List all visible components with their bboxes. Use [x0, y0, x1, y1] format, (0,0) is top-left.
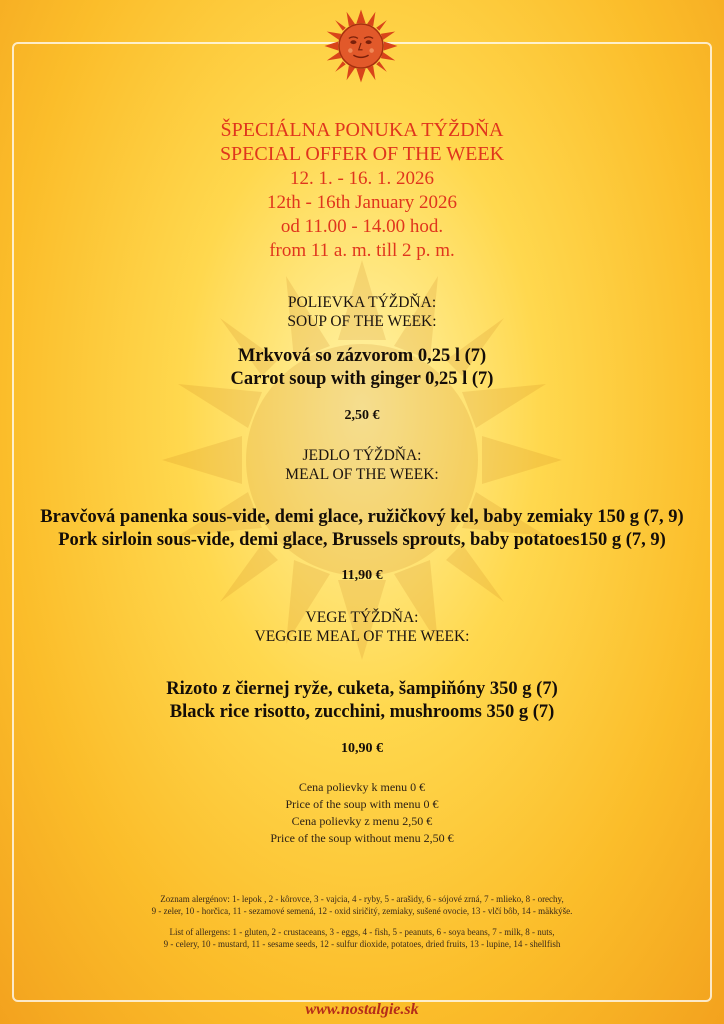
allergens-en-line2: 9 - celery, 10 - mustard, 11 - sesame seeds, 12 - sulfur dioxide, potatoes, dried fruits, 13 - lupine, 14 - shellfish — [163, 939, 561, 949]
allergens-sk-line2: 9 - zeler, 10 - horčica, 11 - sezamové semená, 12 - oxid siričitý, zemiaky, sušené ovocie, 13 - vlčí bôb, 14 - mäkkýše. — [151, 906, 573, 916]
sun-face-logo-icon — [323, 8, 399, 84]
vege-label-sk: VEGE TÝŽDŇA: — [305, 609, 419, 626]
dates-en: 12th - 16th January 2026 — [267, 192, 457, 213]
dates-sk: 12. 1. - 16. 1. 2026 — [289, 168, 435, 189]
meal-label-sk: JEDLO TÝŽDŇA: — [302, 447, 422, 464]
soup-name-en: Carrot soup with ginger 0,25 l (7) — [230, 369, 494, 389]
soup-pricing-line2: Price of the soup with menu 0 € — [285, 797, 439, 811]
allergens-sk-line1: Zoznam alergénov: 1- lepok , 2 - kôrovce, 3 - vajcia, 4 - ryby, 5 - arašidy, 6 - sójové zrná, 7 - mlieko, 8 - orechy, — [160, 894, 564, 904]
soup-pricing-line4: Price of the soup without menu 2,50 € — [270, 831, 454, 845]
meal-name-en: Pork sirloin sous-vide, demi glace, Brussels sprouts, baby potatoes150 g (7, 9) — [58, 530, 666, 550]
vege-name-sk: Rizoto z čiernej ryže, cuketa, šampiňóny 350 g (7) — [166, 679, 558, 699]
soup-label-en: SOUP OF THE WEEK: — [287, 313, 437, 330]
soup-name-sk: Mrkvová so zázvorom 0,25 l (7) — [237, 346, 487, 366]
website-link[interactable]: www.nostalgie.sk — [305, 1001, 419, 1018]
hours-en: from 11 a. m. till 2 p. m. — [269, 240, 455, 261]
meal-price: 11,90 € — [341, 568, 383, 583]
vege-price: 10,90 € — [341, 741, 383, 756]
meal-name-sk: Bravčová panenka sous-vide, demi glace, ružičkový kel, baby zemiaky 150 g (7, 9) — [40, 507, 684, 527]
soup-label-sk: POLIEVKA TÝŽDŇA: — [287, 294, 437, 311]
title-sk: ŠPECIÁLNA PONUKA TÝŽDŇA — [220, 119, 504, 141]
vege-label-en: VEGGIE MEAL OF THE WEEK: — [254, 628, 470, 645]
title-en: SPECIAL OFFER OF THE WEEK — [219, 143, 505, 165]
hours-sk: od 11.00 - 14.00 hod. — [280, 216, 444, 237]
vege-name-en: Black rice risotto, zucchini, mushrooms 350 g (7) — [169, 702, 555, 722]
soup-pricing-line3: Cena polievky z menu 2,50 € — [291, 814, 433, 828]
soup-price: 2,50 € — [344, 408, 380, 423]
allergens-en-line1: List of allergens: 1 - gluten, 2 - crustaceans, 3 - eggs, 4 - fish, 5 - peanuts, 6 - soya beans, 7 - milk, 8 - nuts, — [169, 927, 555, 937]
meal-label-en: MEAL OF THE WEEK: — [285, 466, 439, 483]
soup-pricing-line1: Cena polievky k menu 0 € — [298, 780, 426, 794]
